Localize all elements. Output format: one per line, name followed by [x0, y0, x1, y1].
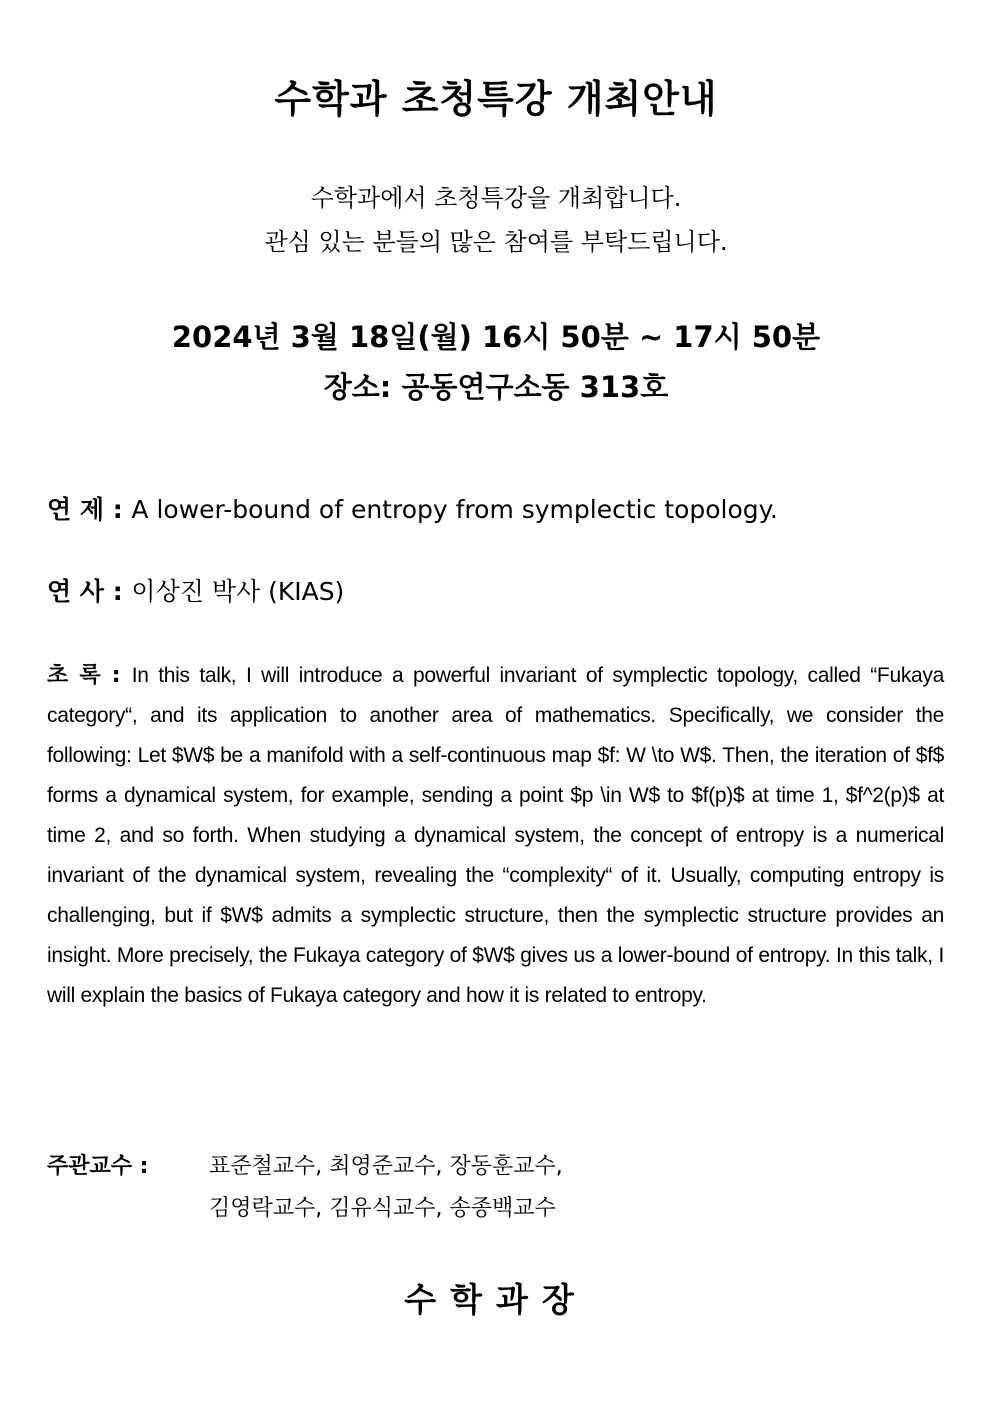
- abstract-label: 초 록 :: [47, 663, 132, 688]
- abstract-text: In this talk, I will introduce a powerful invariant of symplectic topology, called “Fukaya category“, and its application to another area of mathematics. Specifically, we consider the following: Let $W$ be a manifold with a self-continuous map $f: W \to W$. Then, the iteration of $f$ forms a dynamical system, for example, sending a point $p \in W$ to $f(p)$ at time 1, $f^2(p)$ at time 2, and so forth. When studying a dynamical system, the concept of entropy is a numerical invariant of the dynamical system, revealing the “complexity“ of it. Usually, computing entropy is challenging, but if $W$ admits a symplectic structure, then the symplectic structure provides an insight. More precisely, the Fukaya category of $W$ gives us a lower-bound of entropy. In this talk, I will explain the basics of Fukaya category and how it is related to entropy.: [47, 664, 944, 1007]
- hosts-block: [47, 1146, 563, 1230]
- topic-value: A lower-bound of entropy from symplectic topology.: [131, 495, 778, 524]
- hosts-line-2: 김영락교수, 김유식교수, 송종백교수: [209, 1196, 556, 1221]
- speaker-label: 연 사 :: [47, 577, 132, 606]
- intro-line-2: 관심 있는 분들의 많은 참여를 부탁드립니다.: [264, 228, 728, 256]
- intro-line-1: 수학과에서 초청특강을 개최합니다.: [310, 184, 682, 212]
- intro-text: [0, 176, 992, 264]
- schedule-block: [0, 312, 992, 412]
- speaker-value: 이상진 박사 (KIAS): [131, 577, 345, 606]
- hosts-line-1: 표준철교수, 최영준교수, 장동훈교수,: [209, 1154, 563, 1179]
- event-place: 장소: 공동연구소동 313호: [323, 370, 669, 404]
- hosts-label: 주관교수 :: [47, 1154, 149, 1179]
- topic-row: [47, 490, 778, 526]
- issuer-signature: 수학과장: [404, 1280, 588, 1319]
- page-title: 수학과 초청특강 개최안내: [274, 77, 718, 121]
- event-datetime: 2024년 3월 18일(월) 16시 50분 ~ 17시 50분: [171, 320, 821, 354]
- abstract-block: [47, 656, 944, 1016]
- speaker-row: [47, 572, 344, 608]
- topic-label: 연 제 :: [47, 495, 132, 524]
